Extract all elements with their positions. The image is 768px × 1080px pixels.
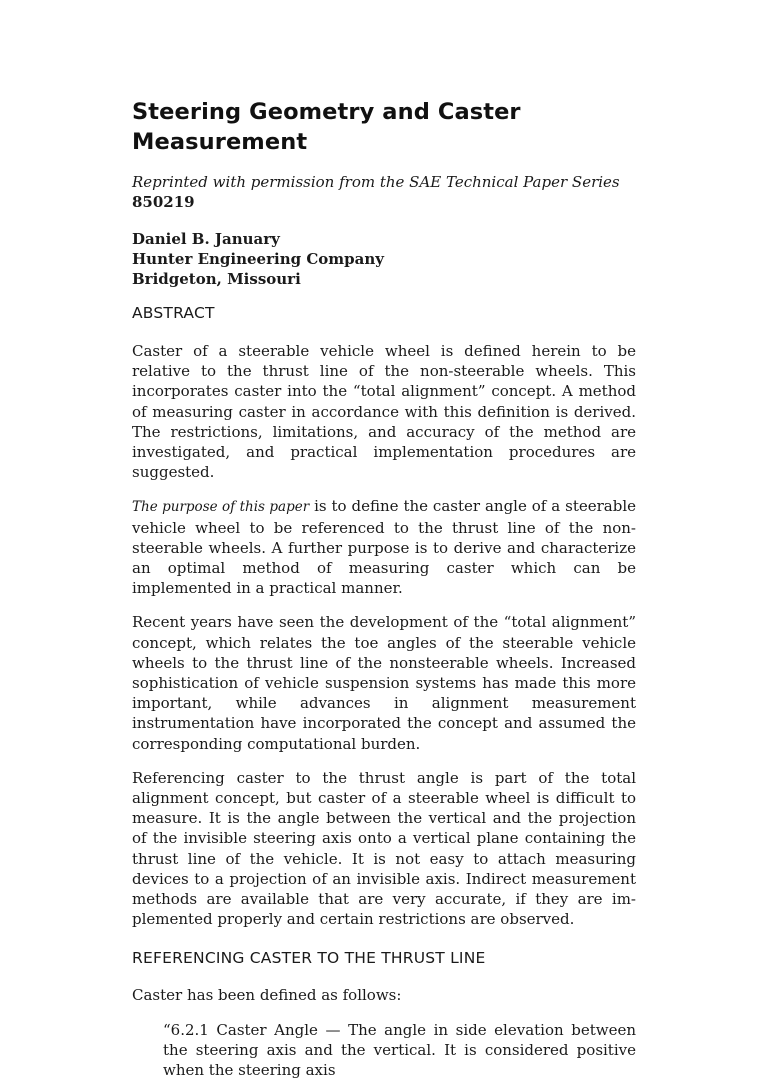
author-location: Bridgeton, Missouri xyxy=(132,270,301,288)
purpose-lead: The purpose of this paper xyxy=(132,499,310,516)
section-heading-thrust-line: REFERENCING CASTER TO THE THRUST LINE xyxy=(132,949,486,968)
reprint-notice xyxy=(132,172,636,212)
caster-intro: Caster has been defined as follows: xyxy=(132,986,402,1005)
body-paragraph-2: Recent years have seen the development of the “total alignment” concept, which relates the toe angles of the steerable vehicle wheels to the thrust line of the nonsteerable wheels. Increased sophistication of vehicle suspension systems has made this more important, while advances in alignment measurement instrumentation have incorporated the concept and assumed the corresponding computational burden. xyxy=(132,613,636,753)
reprint-text: Reprinted with permission from the SAE Technical Paper Series xyxy=(132,173,620,191)
purpose-paragraph xyxy=(132,496,636,598)
abstract-text: Caster of a steerable vehicle wheel is defined herein to be relative to the thrust line of the non-steerable wheels. This incorporates caster into the “total alignment” concept. A method of measuring caster in accordance with this definition is derived. The restrictions, limitations, and accuracy of the method are investigated, and practical implementation procedures are suggested. xyxy=(132,342,636,482)
paper-title: Steering Geometry and Caster Measurement xyxy=(132,99,521,155)
body-paragraph-3: Referencing caster to the thrust angle is part of the total alignment concept, but caster of a steerable wheel is difficult to measure. It is the angle between the vertical and the projection of the invisible steering axis onto a vertical plane containing the thrust line of the vehicle. It is not easy to attach measuring devices to a projection of an invisible axis. Indirect measurement methods are available that are very accurate, if they are implemented properly and certain restrictions are observed. xyxy=(132,768,636,929)
paper-number: 850219 xyxy=(132,193,195,211)
caster-definition-quote: “6.2.1 Caster Angle — The angle in side elevation between the steering axis and the vertical. It is considered positive when the steering axis xyxy=(163,1020,636,1080)
author-name: Daniel B. January xyxy=(132,230,280,248)
author-company: Hunter Engineering Company xyxy=(132,250,384,268)
author-block xyxy=(132,229,636,289)
abstract-heading: ABSTRACT xyxy=(132,304,215,322)
purpose-text: is to define the caster angle of a steerable vehicle wheel to be referenced to the thrust line of the non-steerable wheels. A further purpose is to derive and characterize an optimal method of measuring caster which can be implemented in a practical manner. xyxy=(132,497,636,598)
